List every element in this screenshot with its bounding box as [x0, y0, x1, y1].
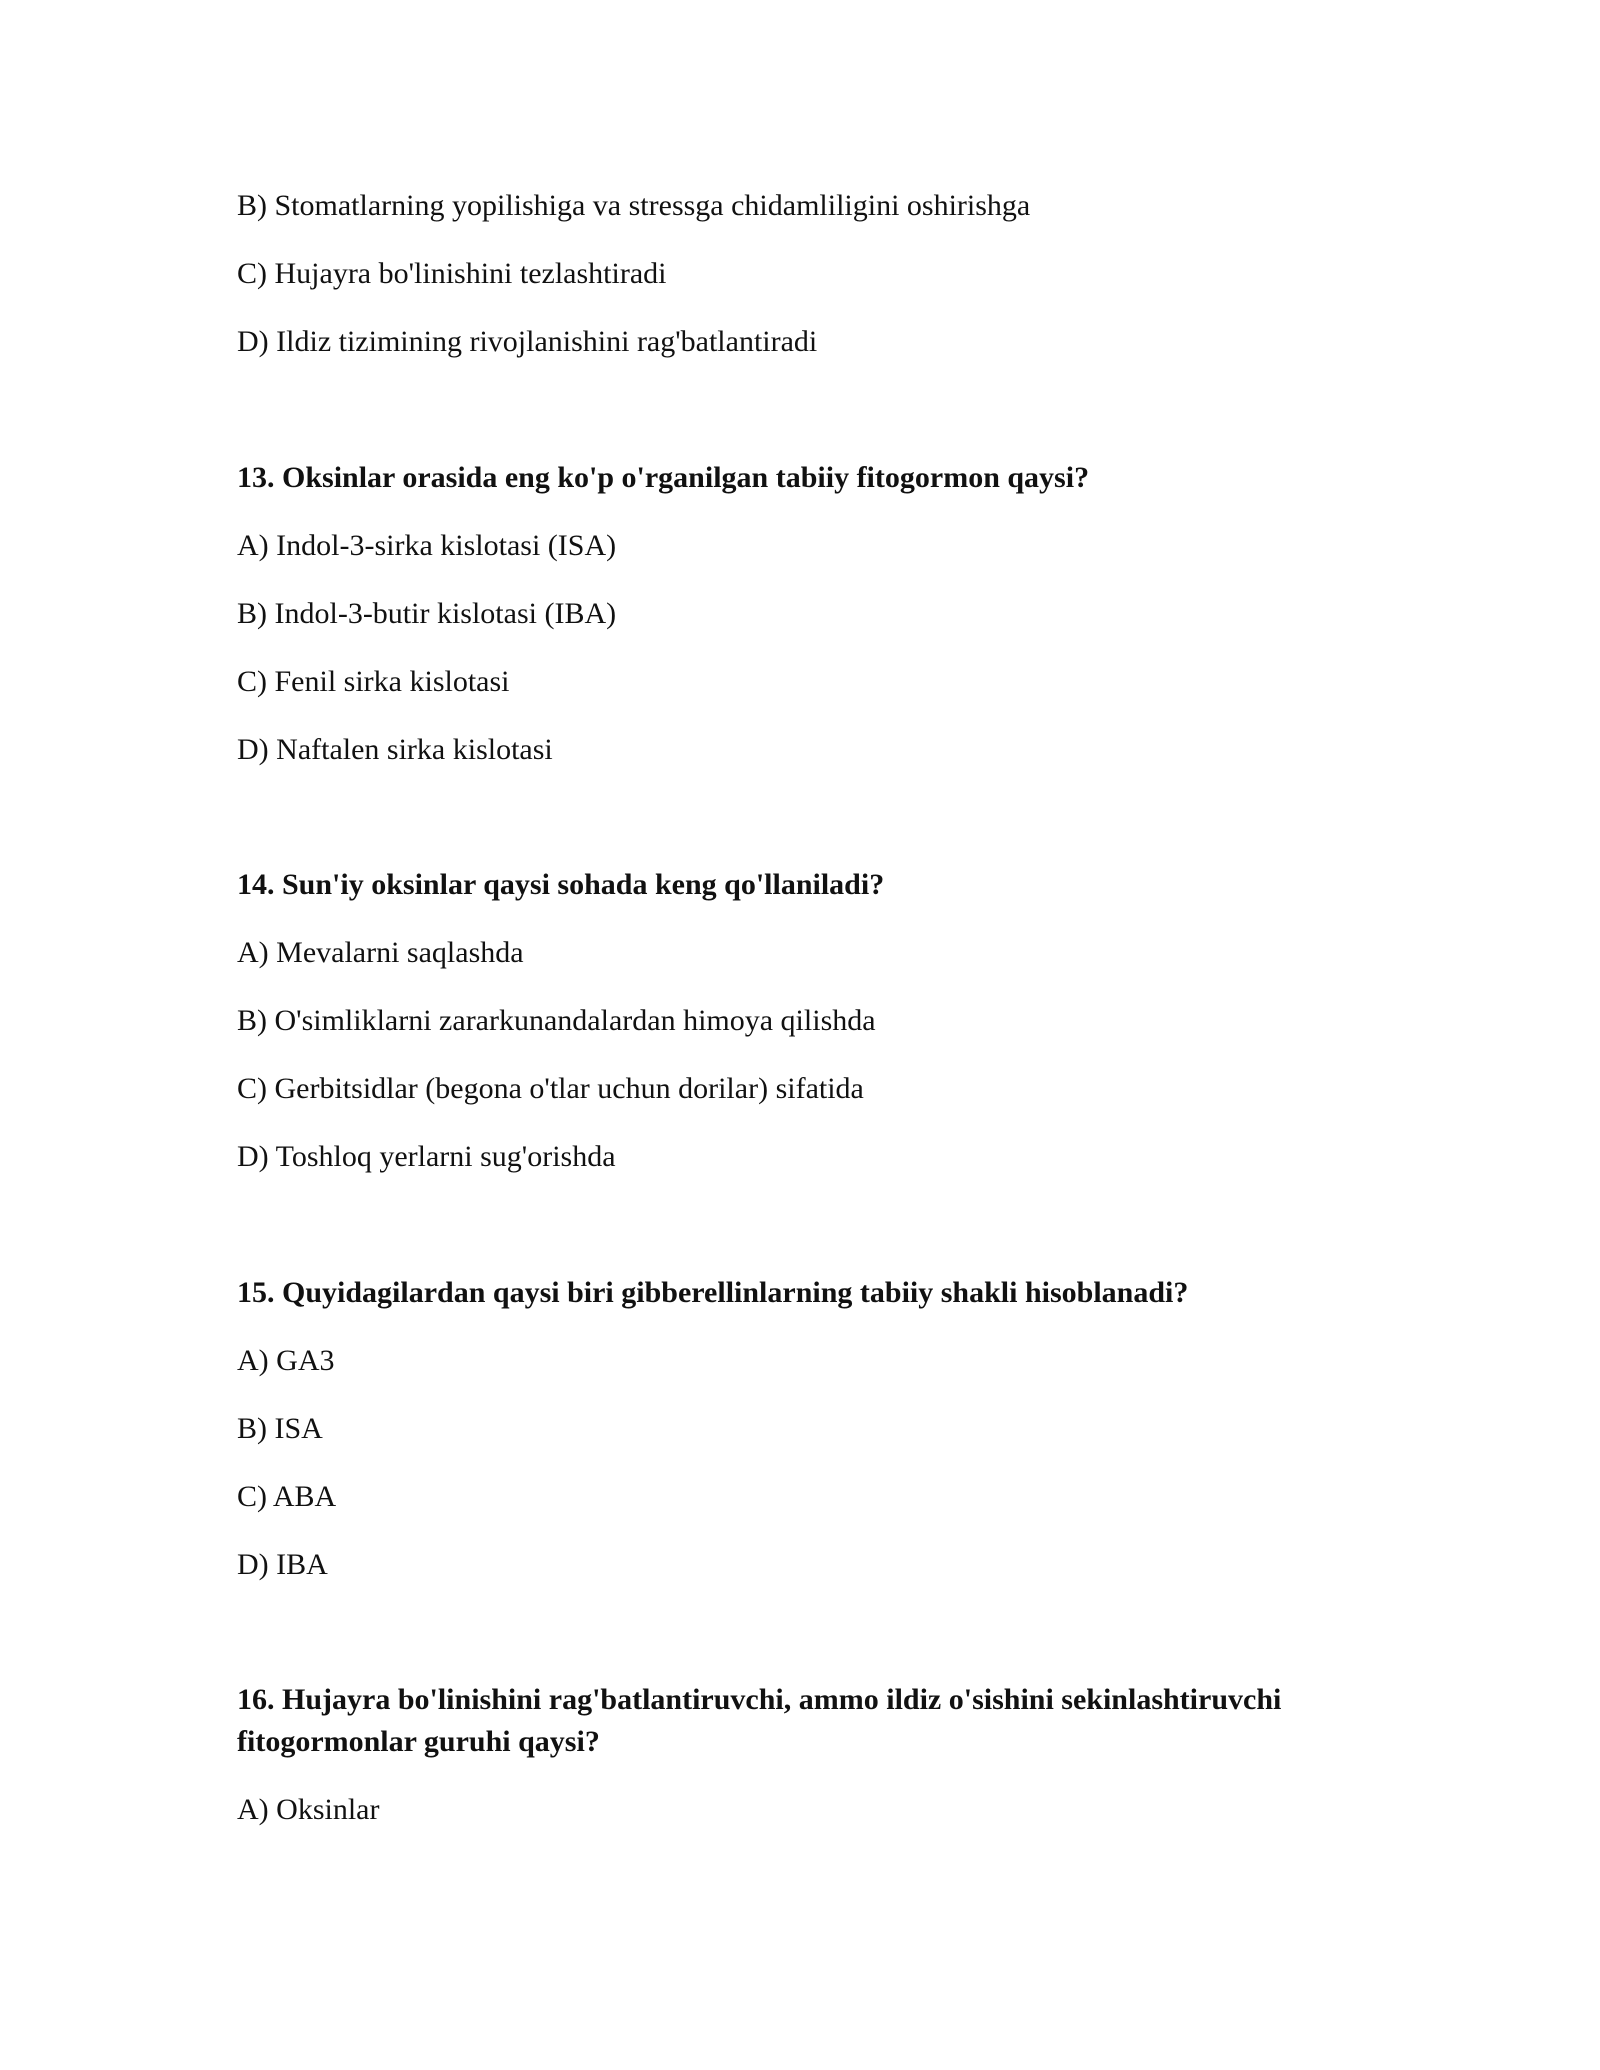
- option-b-q15: B) ISA: [237, 1412, 323, 1445]
- option-c-q15: C) ABA: [237, 1480, 337, 1513]
- option-a-q14: A) Mevalarni saqlashda: [237, 936, 524, 969]
- question-14: 14. Sun'iy oksinlar qaysi sohada keng qo'llaniladi?: [237, 868, 885, 901]
- option-d-q13: D) Naftalen sirka kislotasi: [237, 733, 553, 766]
- option-b-q12: B) Stomatlarning yopilishiga va stressga chidamliligini oshirishga: [237, 189, 1031, 222]
- option-a-q13: A) Indol-3-sirka kislotasi (ISA): [237, 529, 617, 562]
- option-d-q15: D) IBA: [237, 1548, 328, 1581]
- question-15: 15. Quyidagilardan qaysi biri gibberellinlarning tabiiy shakli hisoblanadi?: [237, 1276, 1189, 1309]
- question-16: 16. Hujayra bo'linishini rag'batlantiruvchi, ammo ildiz o'sishini sekinlashtiruvchi fitogormonlar guruhi qaysi?: [237, 1683, 1282, 1758]
- option-c-q12: C) Hujayra bo'linishini tezlashtiradi: [237, 257, 667, 290]
- option-d-q14: D) Toshloq yerlarni sug'orishda: [237, 1140, 616, 1173]
- option-b-q14: B) O'simliklarni zararkunandalardan himoya qilishda: [237, 1004, 876, 1037]
- option-a-q16: A) Oksinlar: [237, 1793, 380, 1826]
- option-c-q13: C) Fenil sirka kislotasi: [237, 665, 510, 698]
- option-d-q12: D) Ildiz tizimining rivojlanishini rag'batlantiradi: [237, 325, 818, 358]
- option-a-q15: A) GA3: [237, 1344, 335, 1377]
- option-b-q13: B) Indol-3-butir kislotasi (IBA): [237, 597, 617, 630]
- question-13: 13. Oksinlar orasida eng ko'p o'rganilgan tabiiy fitogormon qaysi?: [237, 461, 1090, 494]
- option-c-q14: C) Gerbitsidlar (begona o'tlar uchun dorilar) sifatida: [237, 1072, 864, 1105]
